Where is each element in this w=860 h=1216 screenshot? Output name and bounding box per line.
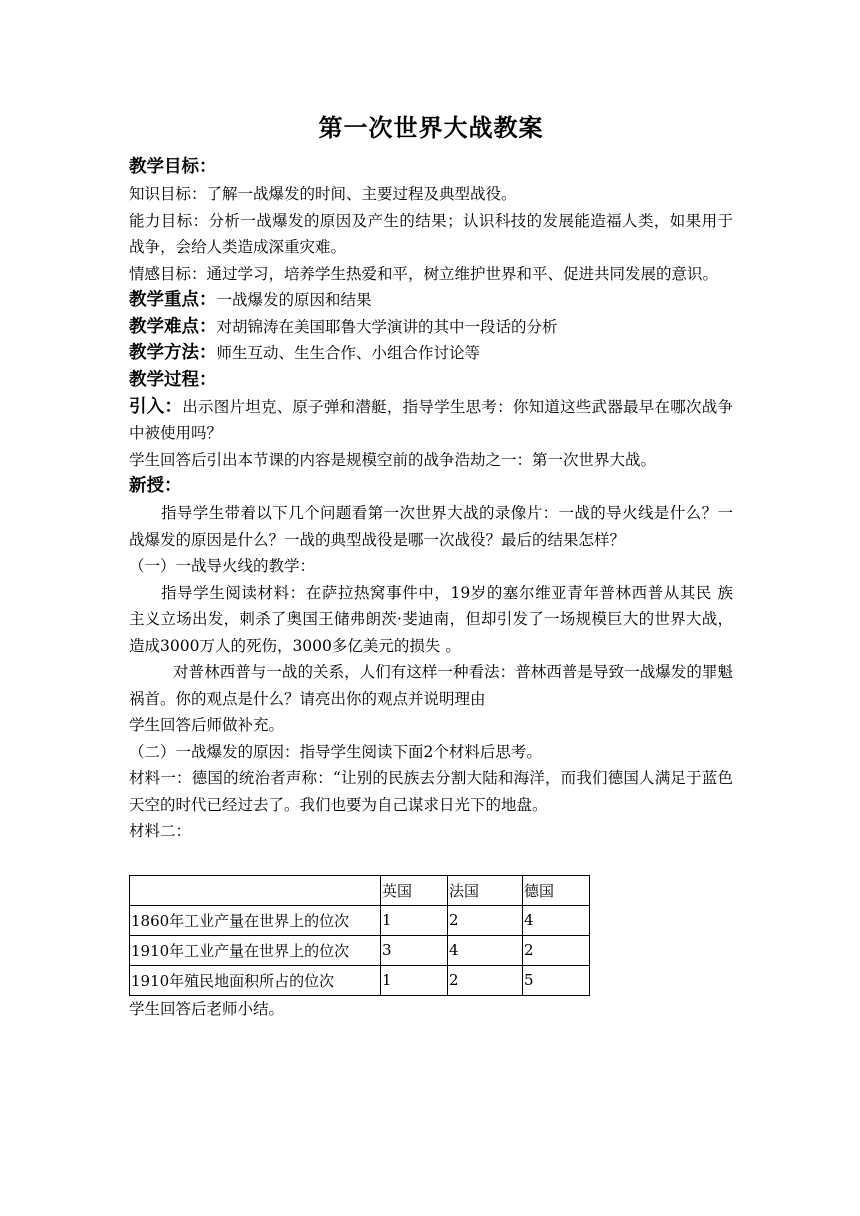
- intro-label: 引入：: [129, 396, 183, 417]
- table-row: [130, 935, 590, 965]
- table-cell: 4: [523, 905, 590, 935]
- ability-goal: 能力目标：分析一战爆发的原因及产生的结果；认识科技的发展能造福人类，如果用于战争，会给人类造成深重灾难。: [129, 211, 733, 256]
- section1-title: （一）一战导火线的教学：: [129, 557, 316, 575]
- table-header-cell: 德国: [523, 875, 590, 905]
- table-cell: 2: [523, 935, 590, 965]
- difficulty-text: 对胡锦涛在美国耶鲁大学演讲的其中一段话的分析: [216, 317, 558, 336]
- intro-text: 出示图片坦克、原子弹和潜艇，指导学生思考：你知道这些武器最早在哪次战争中被使用吗？: [129, 397, 733, 442]
- table-row: [130, 905, 590, 935]
- emotion-goal: 情感目标：通过学习，培养学生热爱和平，树立维护世界和平、促进共同发展的意识。: [129, 264, 719, 283]
- table-cell: 1: [381, 965, 448, 995]
- focus-line: [129, 287, 733, 314]
- closing-line: 学生回答后老师小结。: [129, 999, 285, 1018]
- method-label: 教学方法：: [129, 343, 217, 363]
- page-title: 第一次世界大战教案: [318, 114, 544, 142]
- table-cell: 1910年工业产量在世界上的位次: [130, 935, 381, 965]
- table-header-cell: 英国: [381, 875, 448, 905]
- method-text: 师生互动、生生合作、小组合作讨论等: [216, 344, 481, 362]
- ranking-table: [129, 875, 590, 996]
- table-cell: 4: [448, 935, 523, 965]
- new-paragraph: 指导学生带着以下几个问题看第一次世界大战的录像片：一战的导火线是什么？一战爆发的原因是什么？一战的典型战役是哪一次战役？最后的结果怎样？: [129, 504, 733, 549]
- difficulty-line: [129, 314, 733, 341]
- table-cell: 2: [448, 965, 523, 995]
- section1-question: 对普林西普与一战的关系，人们有这样一种看法：普林西普是导致一战爆发的罪魁祸首。你的观点是什么？请亮出你的观点并说明理由: [129, 663, 733, 708]
- table-header-row: [130, 875, 590, 905]
- method-line: [129, 340, 733, 367]
- table-cell: 1910年殖民地面积所占的位次: [130, 965, 381, 995]
- focus-text: 一战爆发的原因和结果: [216, 291, 372, 309]
- section1-material: 指导学生阅读材料：在萨拉热窝事件中，19岁的塞尔维亚青年普林西普从其民 族 主义立场出发，刺杀了奥国王储弗朗茨·斐迪南，但却引发了一场规模巨大的世界大战，造成3000万人的死伤，3000多亿美元的损失 。: [129, 583, 733, 655]
- knowledge-goal: 知识目标：了解一战爆发的时间、主要过程及典型战役。: [129, 185, 517, 203]
- document-body: [129, 108, 733, 1022]
- table-header-cell: 法国: [448, 875, 523, 905]
- new-heading: 新授：: [129, 476, 182, 496]
- focus-label: 教学重点：: [129, 290, 217, 310]
- material-two-label: 材料二：: [129, 822, 192, 840]
- table-header-cell: [130, 875, 381, 905]
- table-cell: 1860年工业产量在世界上的位次: [130, 905, 381, 935]
- material-one: 材料一：德国的统治者声称：“让别的民族去分割大陆和海洋，而我们德国人满足于蓝色天空的时代已经过去了。我们也要为自己谋求日光下的地盘。: [129, 769, 733, 814]
- intro-followup: 学生回答后引出本节课的内容是规模空前的战争浩劫之一：第一次世界大战。: [129, 450, 657, 469]
- table-cell: 5: [523, 965, 590, 995]
- spacer: [129, 845, 733, 875]
- goals-heading: 教学目标：: [129, 157, 217, 177]
- difficulty-label: 教学难点：: [129, 316, 217, 337]
- table-cell: 1: [381, 905, 448, 935]
- process-heading: 教学过程：: [129, 369, 217, 390]
- section1-followup: 学生回答后师做补充。: [129, 716, 285, 734]
- table-cell: 3: [381, 935, 448, 965]
- table-cell: 2: [448, 905, 523, 935]
- section2-title: （二）一战爆发的原因：指导学生阅读下面2个材料后思考。: [129, 742, 542, 761]
- intro-line: [129, 394, 733, 447]
- table-row: [130, 965, 590, 995]
